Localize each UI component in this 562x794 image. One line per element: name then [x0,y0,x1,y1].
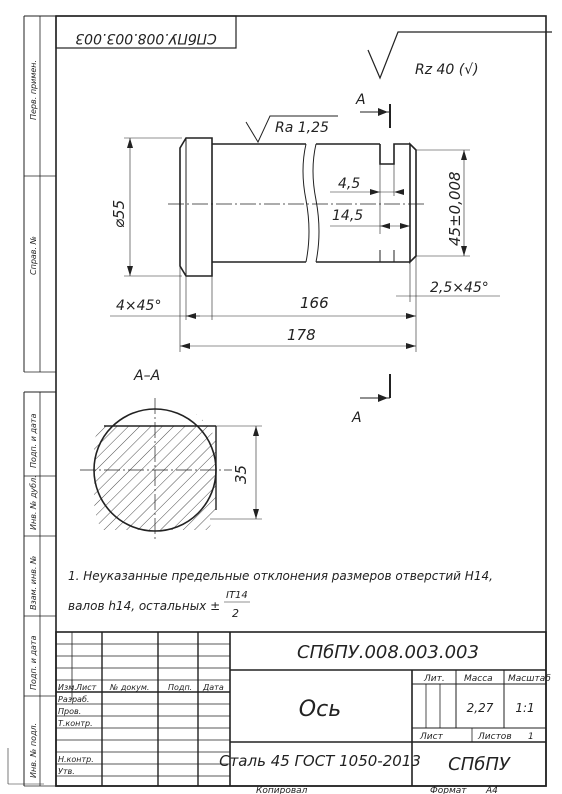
section-mark-top: А [356,92,366,108]
note-frac-num: IT14 [226,590,248,601]
footer-copied: Копировал [256,786,308,794]
tb-part-name: Ось [298,697,342,722]
dim-groove-45: 4,5 [338,176,361,192]
dim-tol-45: 45±0,008 [446,171,464,246]
tb-header-date: Дата [203,683,224,692]
side-label-sprav: Справ. № [29,236,38,275]
tb-scale-label: Масштаб [508,674,551,684]
tb-sheets-label: Листов [478,732,512,742]
dim-chamfer-text: 2,5×45° [430,280,489,296]
tb-header-podp: Подп. [168,683,193,692]
dim-178-text: 178 [287,326,316,344]
side-label-inv-podl: Инв. № подл. [29,722,38,778]
top-code-text: СПбПУ.008.003.003 [75,30,217,46]
tb-role-utv: Утв. [58,767,75,776]
side-label-inv-dubl: Инв. № дубл. [29,475,38,530]
section-arrow-bottom [360,374,390,402]
section-view [80,398,232,561]
tb-header-list: Лист [76,683,97,692]
tb-scale: 1:1 [515,701,535,715]
tb-mass: 2,27 [466,701,494,715]
tb-material: Сталь 45 ГОСТ 1050-2013 [219,752,421,770]
tb-mass-label: Масса [464,674,493,684]
side-label-perv: Перв. примен. [29,59,38,120]
dim-groove-145: 14,5 [332,208,364,224]
tb-role-tkontr: Т.контр. [58,719,93,728]
tb-header-doc: № докум. [110,683,150,692]
footer-format: A4 [486,786,498,794]
tb-org: СПбПУ [448,754,510,775]
side-label-podp-2: Подп. и дата [29,635,38,690]
footer-format-label: Формат [430,786,467,794]
tb-sheet-label: Лист [420,732,443,742]
dim-diameter [124,138,182,276]
note-frac-den: 2 [232,607,239,620]
tb-role-prov: Пров. [58,707,82,716]
roughness-general-text: Rz 40 (√) [415,62,479,78]
side-label-vzam: Взам. инв. № [29,555,38,610]
dim-166-text: 166 [300,294,329,312]
tb-lit-label: Лит. [424,674,445,684]
section-title: А–А [134,368,161,384]
tb-role-razrab: Разраб. [58,695,90,704]
dim-35-text: 35 [232,464,250,484]
note-line-1: 1. Неуказанные предельные отклонения размеров отверстий H14, [68,569,493,583]
dim-4x45-text: 4×45° [116,298,162,314]
tb-header-izm: Изм. [58,683,77,692]
section-mark-bottom: А [352,410,362,426]
tb-doc-code: СПбПУ.008.003.003 [297,642,479,663]
roughness-surface-text: Ra 1,25 [275,120,329,136]
side-label-podp-1: Подп. и дата [29,413,38,468]
tb-sheets: 1 [528,732,534,742]
tb-role-nkontr: Н.контр. [58,755,94,764]
corner-axis-icon [8,748,44,784]
note-line-2: валов h14, остальных ± [68,599,221,613]
dim-diameter-text: ⌀55 [110,199,128,228]
shaft-view [168,138,426,276]
